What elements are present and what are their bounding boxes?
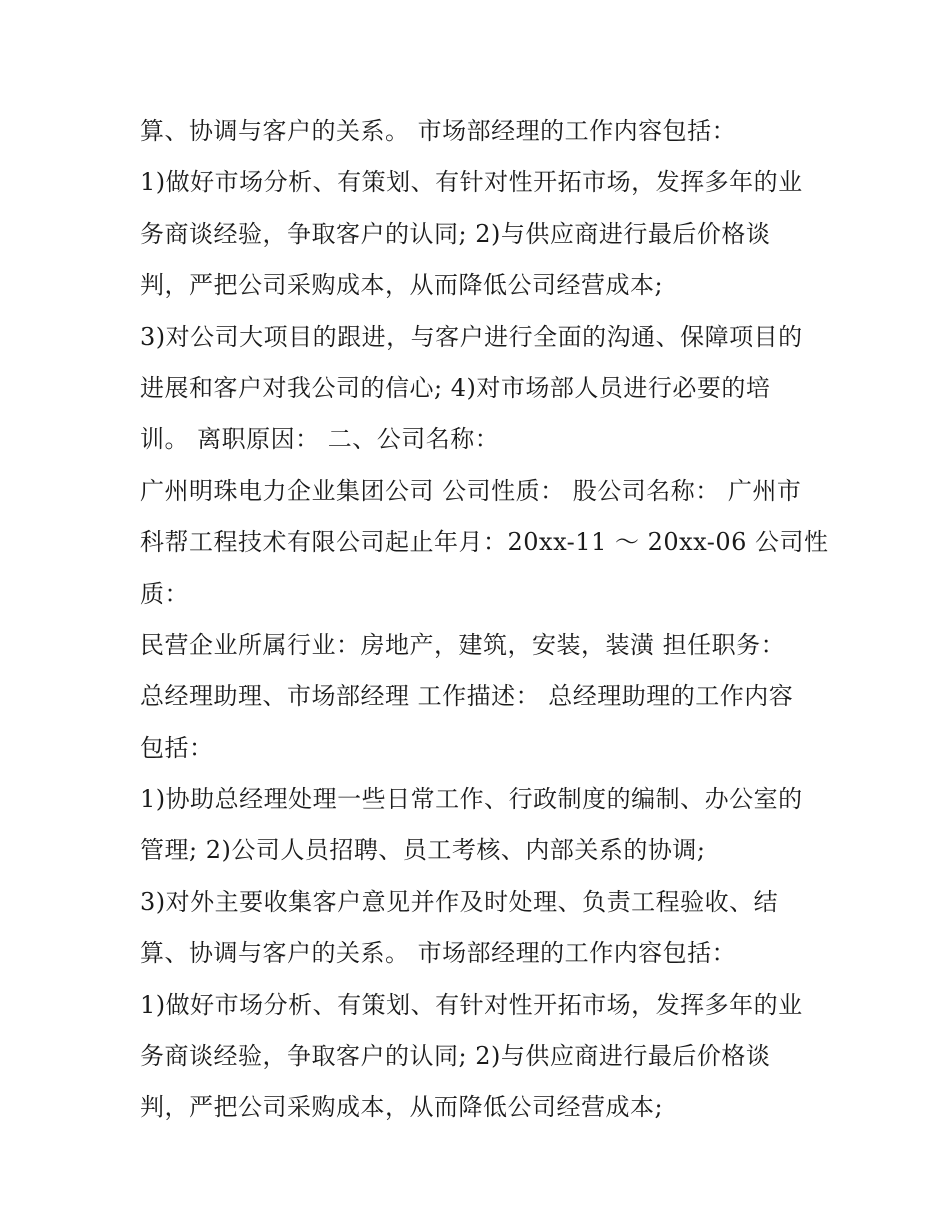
text-line: 广州明珠电力企业集团公司 公司性质： 股公司名称： 广州市 (140, 476, 802, 505)
text-line: 科帮工程技术有限公司起止年月：20xx-11 ～ 20xx-06 公司性 (140, 528, 829, 557)
text-line: 判，严把公司采购成本，从而降低公司经营成本; (140, 1093, 664, 1122)
text-line: 1)做好市场分析、有策划、有针对性开拓市场，发挥多年的业 (140, 990, 803, 1019)
text-line: 1)协助总经理处理一些日常工作、行政制度的编制、办公室的 (140, 785, 803, 814)
text-line: 判，严把公司采购成本，从而降低公司经营成本; (140, 271, 664, 300)
text-line: 1)做好市场分析、有策划、有针对性开拓市场，发挥多年的业 (140, 168, 803, 197)
text-line: 3)对外主要收集客户意见并作及时处理、负责工程验收、结 (140, 887, 779, 916)
text-line: 务商谈经验，争取客户的认同; 2)与供应商进行最后价格谈 (140, 219, 771, 248)
text-line: 质： (140, 579, 189, 608)
text-line: 管理; 2)公司人员招聘、员工考核、内部关系的协调; (140, 836, 706, 865)
text-line: 民营企业所属行业：房地产，建筑，安装，装潢 担任职务： (140, 630, 786, 659)
text-line: 总经理助理、市场部经理 工作描述： 总经理助理的工作内容 (140, 682, 794, 711)
text-line: 进展和客户对我公司的信心; 4)对市场部人员进行必要的培 (140, 373, 771, 402)
text-line: 3)对公司大项目的跟进，与客户进行全面的沟通、保障项目的 (140, 322, 803, 351)
text-line: 务商谈经验，争取客户的认同; 2)与供应商进行最后价格谈 (140, 1042, 771, 1071)
document-body (140, 106, 829, 1134)
text-line: 包括： (140, 733, 214, 762)
text-line: 算、协调与客户的关系。 市场部经理的工作内容包括： (140, 939, 737, 968)
text-line: 算、协调与客户的关系。 市场部经理的工作内容包括： (140, 117, 737, 145)
text-line: 训。 离职原因： 二、公司名称： (140, 425, 500, 454)
